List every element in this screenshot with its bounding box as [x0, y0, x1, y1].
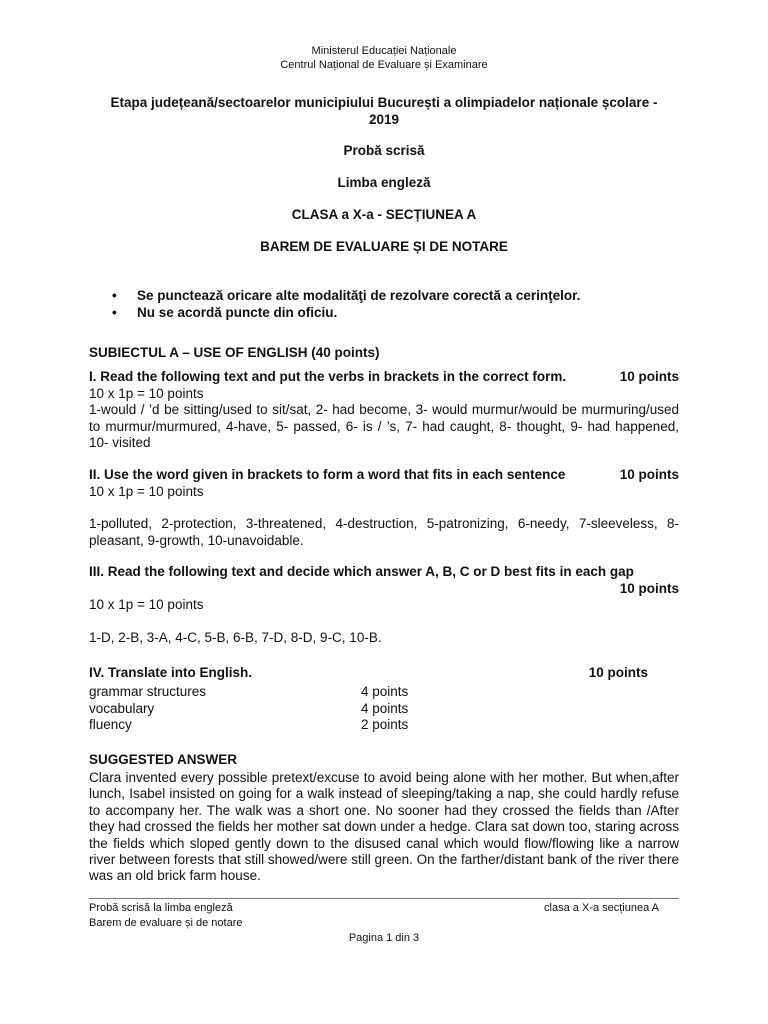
score-label: vocabulary: [89, 701, 155, 716]
instructions-list: [109, 287, 580, 321]
ex1-heading-row: [89, 369, 679, 386]
footer-divider: [89, 898, 679, 899]
ex2-heading-row: [89, 467, 679, 484]
instruction-item: • Nu se acordă puncte din oficiu.: [109, 304, 580, 321]
class-section-title: CLASA a X-a - SECȚIUNEA A: [291, 207, 477, 222]
ministry-name: Ministerul Educației Naționale: [311, 45, 457, 57]
ex4-heading-row: [89, 665, 679, 682]
ex4-points: 10 points: [588, 665, 648, 680]
barem-title: BAREM DE EVALUARE ȘI DE NOTARE: [260, 239, 508, 254]
score-value: 4 points: [361, 701, 409, 716]
stage-title-line1: Etapa județeană/sectoarelor municipiului București a olimpiadelor naționale școlare -: [110, 95, 658, 110]
ex1-points: 10 points: [619, 369, 679, 384]
probe-title: Probă scrisă: [343, 143, 425, 158]
ex2-points: 10 points: [619, 467, 679, 482]
suggested-answer-text: Clara invented every possible pretext/excuse to avoid being alone with her mother. But when,after lunch, Isabel insisted on going for a walk instead of sleeping/taking a nap, she could hardly refuse to accompany her. The walk was a short one. No sooner had they crossed the fields than /After they had crossed the fields her mother sat down under a hedge. Clara sat down too, staring across the fields which sloped gently down to the disused canal which would flow/flowing like a narrow river between forests that still showed/were still green. On the farther/distant bank of the river there was an old brick farm house.: [89, 770, 679, 884]
ex3-heading: III. Read the following text and decide which answer A, B, C or D best fits in each gap: [89, 564, 634, 579]
footer-barem: Barem de evaluare și de notare: [89, 917, 243, 929]
ex2-heading: II. Use the word given in brackets to form a word that fits in each sentence: [89, 467, 566, 482]
ex1-heading: I. Read the following text and put the verbs in brackets in the correct form.: [89, 369, 567, 384]
score-value: 2 points: [361, 717, 409, 732]
score-label: fluency: [89, 717, 132, 732]
suggested-answer-heading: SUGGESTED ANSWER: [89, 752, 238, 767]
subject-title: Limba engleză: [337, 175, 431, 190]
ex2-formula: 10 x 1p = 10 points: [89, 484, 204, 499]
instruction-item: • Se punctează oricare alte modalităţi de rezolvare corectă a cerinţelor.: [109, 287, 580, 304]
ex3-points: 10 points: [619, 581, 679, 596]
ex2-answers: 1-polluted, 2-protection, 3-threatened, 4-destruction, 5-patronizing, 6-needy, 7-sleeveless, 8-pleasant, 9-growth, 10-unavoidable.: [89, 516, 679, 548]
subiect-heading: SUBIECTUL A – USE OF ENGLISH (40 points): [89, 345, 380, 360]
ex3-answers: 1-D, 2-B, 3-A, 4-C, 5-B, 6-B, 7-D, 8-D, 9-C, 10-B.: [89, 630, 382, 645]
ex1-formula: 10 x 1p = 10 points: [89, 386, 204, 401]
stage-title-line2: 2019: [368, 112, 400, 127]
ex1-answers: 1-would / ’d be sitting/used to sit/sat, 2- had become, 3- would murmur/would be murmuring/used to murmur/murmured, 4-have, 5- passed, 6- is / ’s, 7- had caught, 8- thought, 9- had happened, 10- visited: [89, 402, 679, 450]
score-value: 4 points: [361, 684, 409, 699]
ex3-formula: 10 x 1p = 10 points: [89, 597, 204, 612]
footer-probe: Probă scrisă la limba engleză: [89, 902, 233, 914]
score-label: grammar structures: [89, 684, 207, 699]
footer-class-section: clasa a X-a secțiunea A: [544, 902, 659, 914]
ex4-heading: IV. Translate into English.: [89, 665, 253, 680]
page-number: Pagina 1 din 3: [348, 932, 420, 944]
evaluation-center-name: Centrul Național de Evaluare și Examinare: [280, 59, 488, 71]
